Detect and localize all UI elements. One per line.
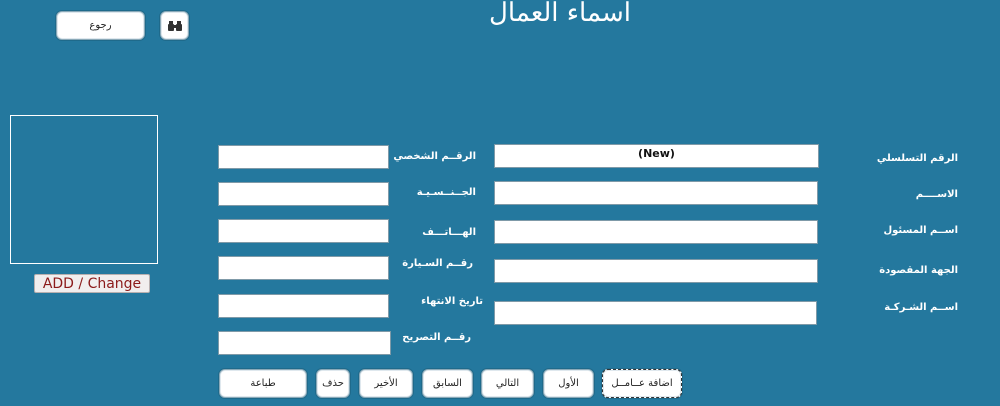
delete-button[interactable]: حذف bbox=[316, 369, 350, 398]
personal-number-label: الرقــم الشخصي bbox=[393, 151, 476, 162]
responsible-label: اســم المسئول bbox=[883, 225, 958, 236]
car-number-field[interactable] bbox=[218, 256, 389, 280]
add-change-photo-button[interactable]: ADD / Change bbox=[34, 274, 150, 293]
serial-label: الرقم التسلسلي bbox=[876, 153, 958, 164]
permit-number-field[interactable] bbox=[218, 331, 391, 355]
nationality-label: الجــنــسـيـة bbox=[416, 187, 476, 198]
destination-field[interactable] bbox=[494, 259, 818, 283]
company-label: اســم الشـركـة bbox=[884, 302, 958, 313]
nationality-field[interactable] bbox=[218, 182, 389, 206]
photo-frame bbox=[10, 115, 158, 264]
phone-field[interactable] bbox=[218, 219, 389, 243]
phone-label: الهـــاتـــف bbox=[422, 227, 476, 238]
add-worker-button[interactable]: اضافة عــامــل bbox=[602, 369, 682, 398]
name-field[interactable] bbox=[494, 181, 818, 205]
next-record-button[interactable]: التالي bbox=[481, 369, 534, 398]
expiry-date-field[interactable] bbox=[218, 294, 389, 318]
search-button[interactable] bbox=[160, 11, 189, 40]
destination-label: الجهة المقصودة bbox=[879, 265, 958, 276]
print-button[interactable]: طباعة bbox=[219, 369, 307, 398]
personal-number-field[interactable] bbox=[218, 145, 389, 169]
company-field[interactable] bbox=[494, 301, 817, 325]
first-record-button[interactable]: الأول bbox=[543, 369, 594, 398]
last-record-button[interactable]: الأخير bbox=[359, 369, 413, 398]
binoculars-icon bbox=[168, 20, 182, 32]
page-title: اسماء العمال bbox=[489, 0, 631, 28]
permit-number-label: رقــم التصريح bbox=[402, 332, 471, 343]
serial-field[interactable]: (New) bbox=[494, 144, 819, 168]
car-number-label: رقــم السـيارة bbox=[402, 258, 473, 269]
back-button[interactable]: رجوع bbox=[56, 11, 145, 40]
responsible-field[interactable] bbox=[494, 220, 818, 244]
expiry-date-label: تاريخ الانتهاء bbox=[421, 296, 483, 307]
name-label: الاســــم bbox=[915, 189, 958, 200]
previous-record-button[interactable]: السابق bbox=[422, 369, 473, 398]
